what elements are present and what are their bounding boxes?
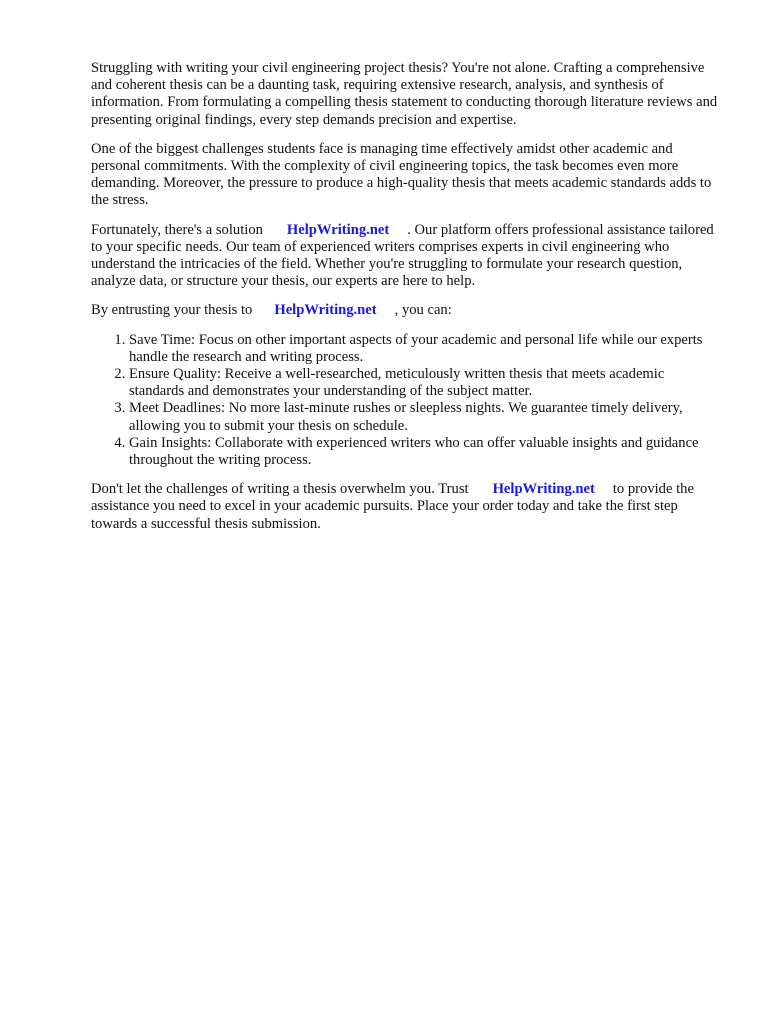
list-item: 4. Gain Insights: Collaborate with experienced writers who can offer valuable insights and guidance throughout the writing process. [129, 435, 721, 469]
document-body [91, 60, 721, 545]
entrusting-text-after: , you can: [394, 302, 452, 319]
challenges-paragraph: One of the biggest challenges students face is managing time effectively amidst other academic and personal commitments. With the complexity of civil engineering topics, the task becomes even more demanding. Moreover, the pressure to produce a high-quality thesis that meets academic standards adds to the stress. [91, 140, 712, 209]
benefits-list [91, 332, 721, 470]
list-item: 2. Ensure Quality: Receive a well-researched, meticulously written thesis that meets academic standards and demonstrates your understanding of the subject matter. [129, 366, 721, 400]
entrusting-paragraph [91, 302, 721, 319]
helpwriting-link-1[interactable]: HelpWriting.net [286, 221, 390, 238]
solution-text-after: . Our platform offers professional assistance tailored to your specific needs. Our team of experienced writers comprises experts in civil engineering who understand the intricacies of the field. Whether you're struggling to formulate your research question, analyze data, or structure your thesis, our experts are here to help. [91, 221, 714, 290]
list-item: 1. Save Time: Focus on other important aspects of your academic and personal life while our experts handle the research and writing process. [129, 332, 721, 366]
solution-paragraph [91, 222, 721, 291]
helpwriting-link-2[interactable]: HelpWriting.net [274, 302, 377, 319]
closing-text-after: to provide the assistance you need to excel in your academic pursuits. Place your order today and take the first step towards a successful thesis submission. [91, 481, 694, 532]
list-item: 3. Meet Deadlines: No more last-minute rushes or sleepless nights. We guarantee timely delivery, allowing you to submit your thesis on schedule. [129, 400, 721, 434]
entrusting-text-before: By entrusting your thesis to [91, 302, 253, 319]
closing-paragraph [91, 481, 721, 533]
closing-text-before: Don't let the challenges of writing a thesis overwhelm you. Trust [91, 481, 469, 498]
helpwriting-link-3[interactable]: HelpWriting.net [492, 481, 595, 498]
solution-text-before: Fortunately, there's a solution [91, 221, 263, 238]
intro-paragraph: Struggling with writing your civil engineering project thesis? You're not alone. Crafting a comprehensive and coherent thesis can be a daunting task, requiring extensive research, analysis, and synthesis of information. From formulating a compelling thesis statement to conducting thorough literature reviews and presenting original findings, every step demands precision and expertise. [91, 60, 718, 128]
